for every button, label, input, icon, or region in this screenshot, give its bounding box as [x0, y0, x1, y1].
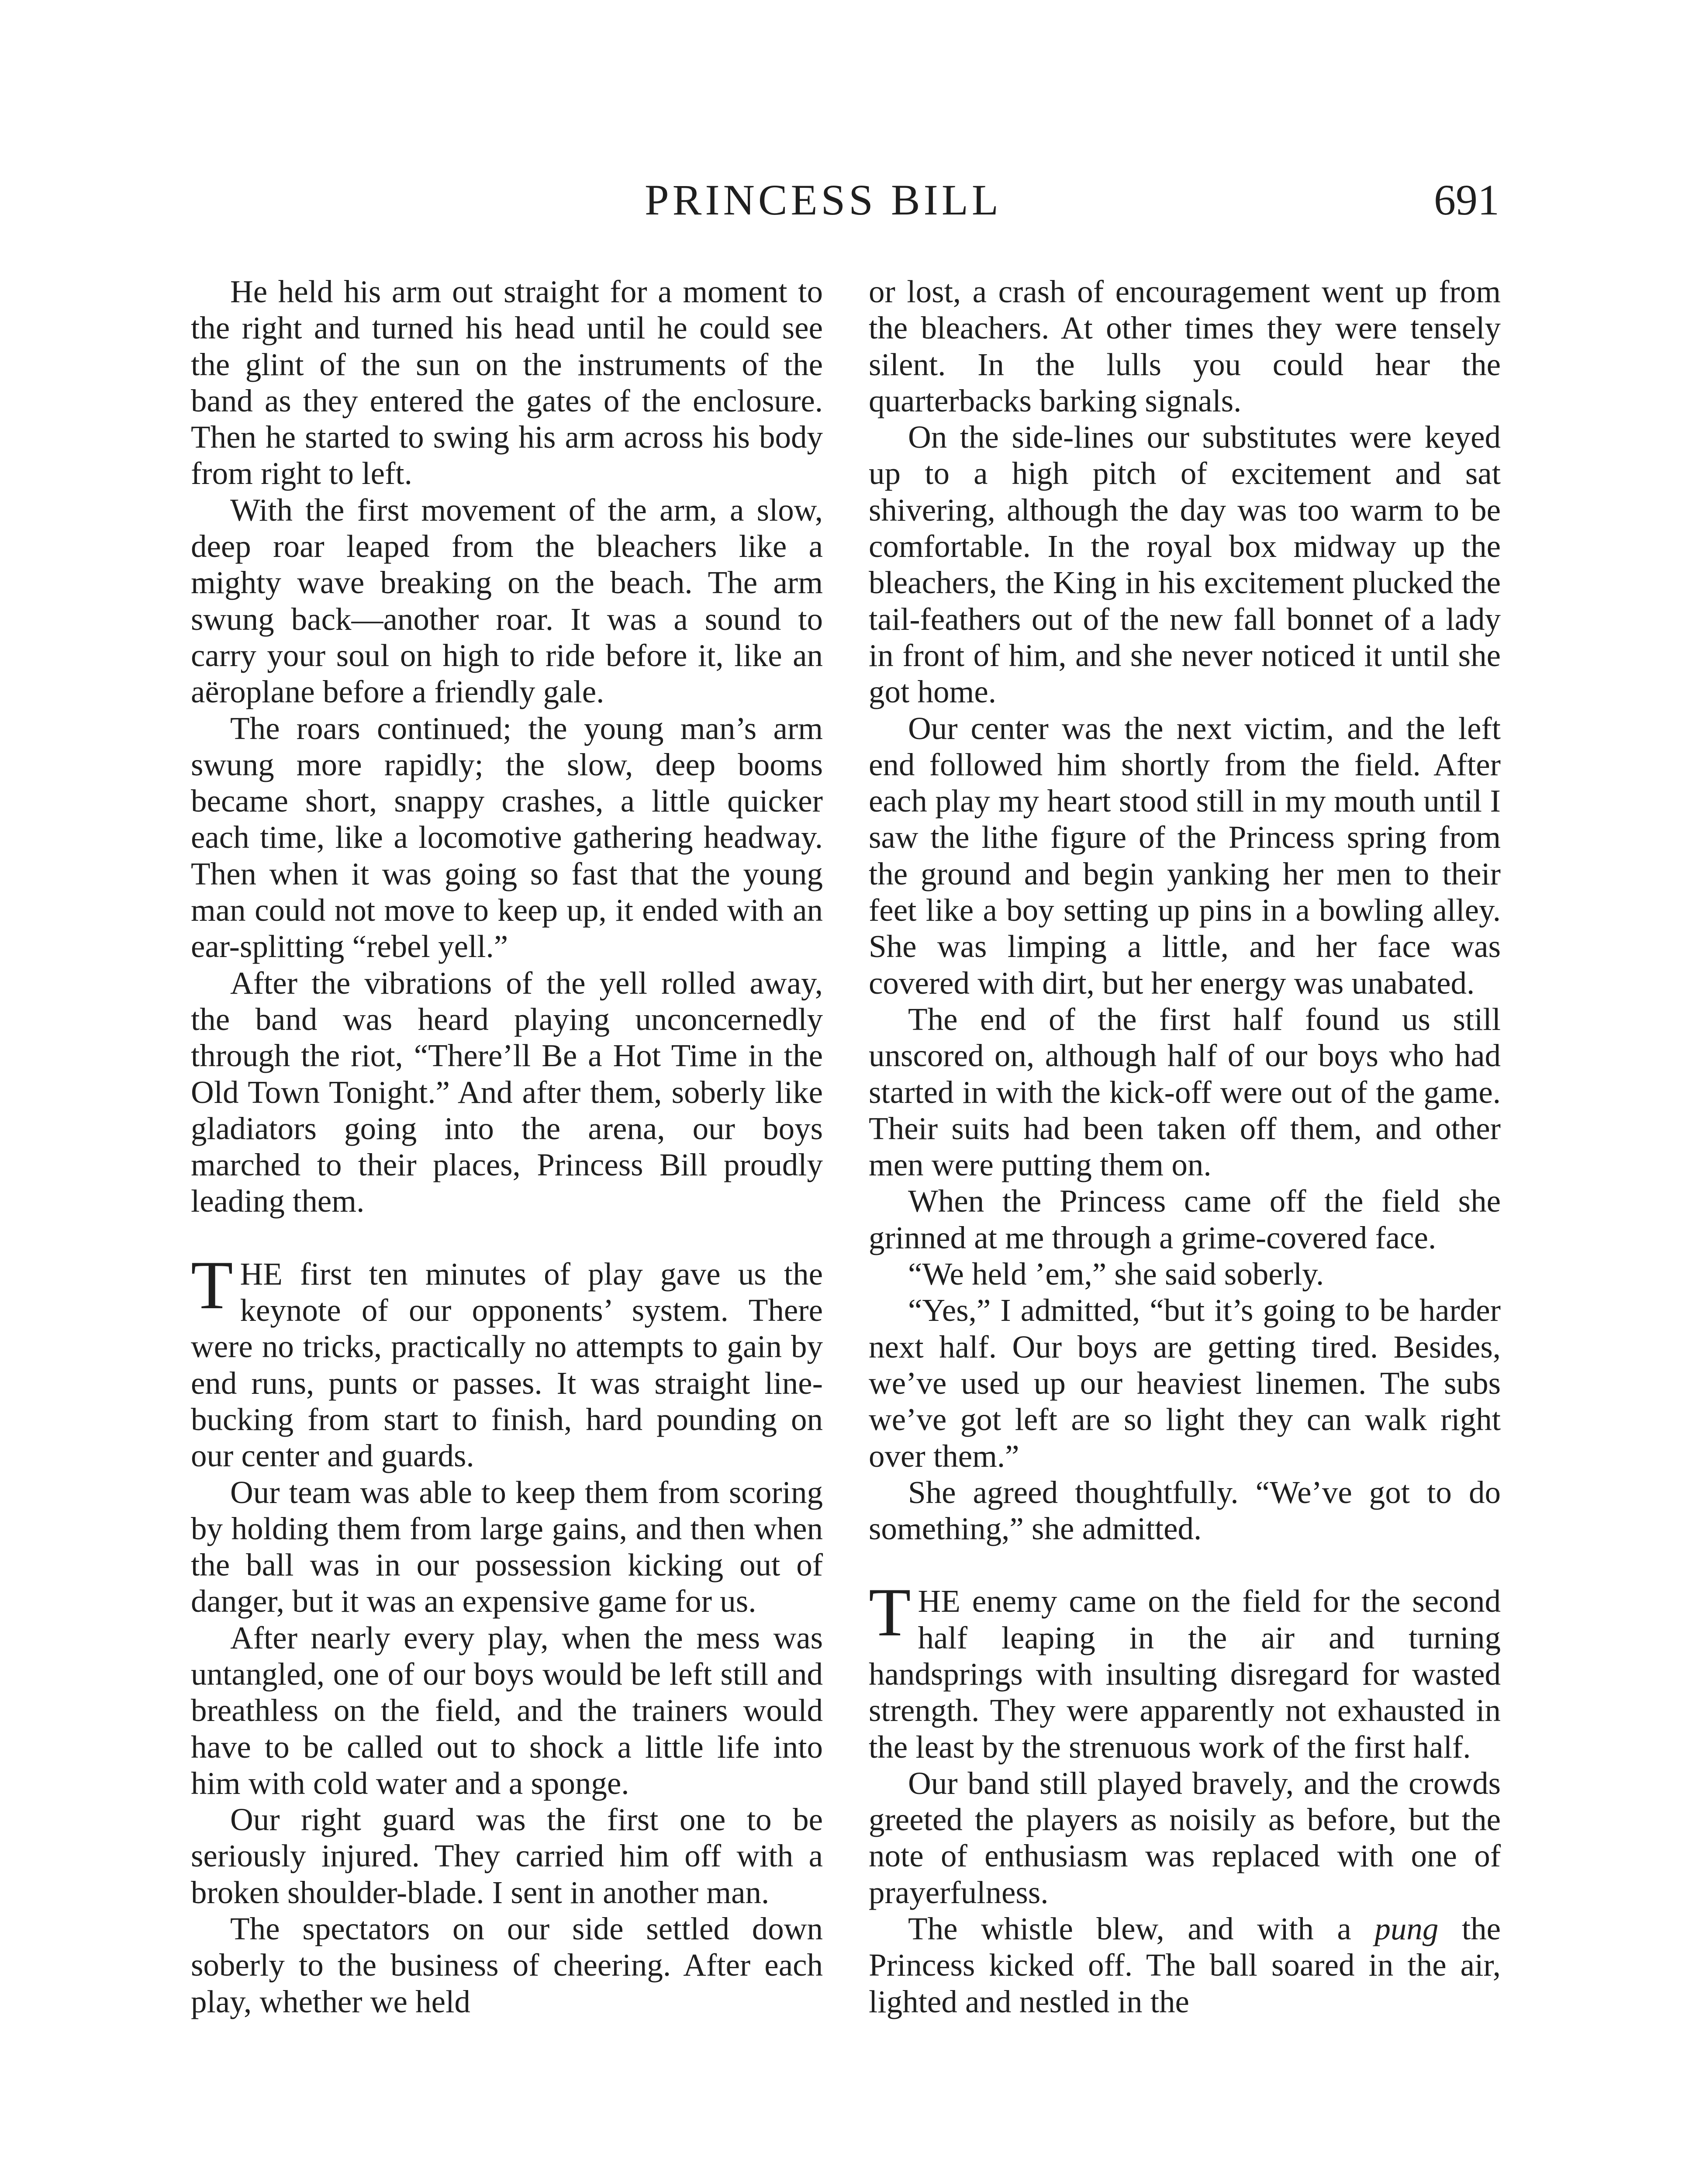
paragraph: After the vibrations of the yell rolled away, the band was heard playing unconcernedly through the riot, “There’ll Be a Hot Time in the Old Town Tonight.” And after them, soberly like gladiators going into the arena, our boys marched to their places, Princess Bill proudly leading them.	[191, 965, 823, 1219]
paragraph: “We held ’em,” she said soberly.	[908, 1256, 1324, 1292]
paragraph: or lost, a crash of encouragement went up from the bleachers. At other times they were tensely silent. In the lulls you could hear the quarterbacks barking signals.	[869, 274, 1501, 418]
paragraph-text: the Princess kicked off. The ball soared in the air, lighted and nestled in the	[869, 1911, 1501, 2019]
paragraph: She agreed thoughtfully. “We’ve got to do something,” she admitted.	[869, 1474, 1501, 1547]
paragraph: With the first movement of the arm, a slow, deep roar leaped from the bleachers like a mighty wave breaking on the beach. The arm swung back—another roar. It was a sound to carry your soul on high to ride before it, like an aëroplane before a friendly gale.	[191, 492, 823, 710]
page-number: 691	[1434, 176, 1499, 224]
paragraph: Our band still played bravely, and the crowds greeted the players as noisily as before, but the note of enthusiasm was replaced with one of prayerfulness.	[869, 1765, 1501, 1910]
drop-cap: T	[191, 1247, 233, 1324]
drop-cap: T	[869, 1574, 911, 1651]
paragraph: After nearly every play, when the mess was untangled, one of our boys would be left still and breathless on the field, and the trainers would have to be called out to shock a little life into him with cold water and a sponge.	[191, 1620, 823, 1801]
paragraph: The end of the first half found us still unscored on, although half of our boys who had started in with the kick-off were out of the game. Their suits had been taken off them, and other men were putting them on.	[869, 1001, 1501, 1183]
paragraph: Our center was the next victim, and the left end followed him shortly from the field. After each play my heart stood still in my mouth until I saw the lithe figure of the Princess spring from the ground and begin yanking her men to their feet like a boy setting up pins in a bowling alley. She was limping a little, and her face was covered with dirt, but her energy was unabated.	[869, 710, 1501, 1001]
paragraph: He held his arm out straight for a moment to the right and turned his head until he could see the glint of the sun on the instruments of the band as they entered the gates of the enclosure. Then he started to swing his arm across his body from right to left.	[191, 274, 823, 491]
left-column	[191, 273, 823, 2020]
paragraph: “Yes,” I admitted, “but it’s going to be harder next half. Our boys are getting tired. Besides, we’ve used up our heaviest linemen. The subs we’ve got left are so light they can walk right over them.”	[869, 1292, 1501, 1474]
paragraph-text: HE enemy came on the field for the second half leaping in the air and turning handsprings with insulting disregard for wasted strength. They were apparently not exhausted in the least by the strenuous work of the first half.	[869, 1583, 1501, 1765]
right-column	[869, 273, 1501, 2020]
paragraph: The roars continued; the young man’s arm swung more rapidly; the slow, deep booms became short, snappy crashes, a little quicker each time, like a locomotive gathering headway. Then when it was going so fast that the young man could not move to keep up, it ended with an ear-splitting “rebel yell.”	[191, 710, 823, 964]
paragraph-text: The whistle blew, and with a	[908, 1911, 1375, 1947]
paragraph: When the Princess came off the field she grinned at me through a grime-covered face.	[869, 1183, 1501, 1255]
paragraph: Our team was able to keep them from scoring by holding them from large gains, and then when the ball was in our possession kicking out of danger, but it was an expensive game for us.	[191, 1474, 823, 1619]
paragraph-text: HE first ten minutes of play gave us the keynote of our opponents’ system. There were no tricks, practically no attempts to gain by end runs, punts or passes. It was straight line-bucking from start to finish, hard pounding on our center and guards.	[191, 1256, 823, 1474]
paragraph: On the side-lines our substitutes were keyed up to a high pitch of excitement and sat shivering, although the day was too warm to be comfortable. In the royal box midway up the bleachers, the King in his excitement plucked the tail-feathers out of the new fall bonnet of a lady in front of him, and she never noticed it until she got home.	[869, 419, 1501, 710]
paragraph: Our right guard was the first one to be seriously injured. They carried him off with a broken shoulder-blade. I sent in another man.	[191, 1802, 823, 1910]
italic-word: pung	[1374, 1911, 1439, 1947]
paragraph: The spectators on our side settled down soberly to the business of cheering. After each play, whether we held	[191, 1911, 823, 2019]
paragraph	[869, 1911, 1501, 2020]
running-title: PRINCESS BILL	[645, 176, 1002, 224]
section-opening-paragraph	[869, 1574, 1501, 1765]
section-opening-paragraph	[191, 1247, 823, 1474]
